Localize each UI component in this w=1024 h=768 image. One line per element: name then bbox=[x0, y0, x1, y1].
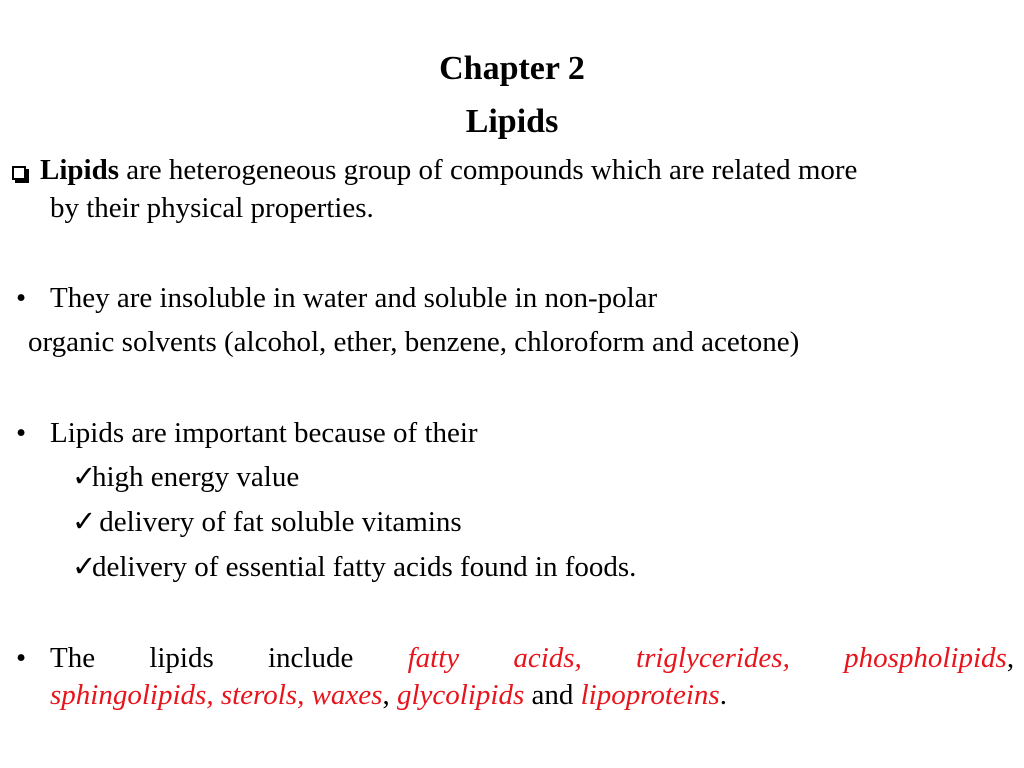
word: The bbox=[50, 642, 96, 674]
comma: , bbox=[574, 642, 582, 674]
definition-text: are heterogeneous group of compounds which are related more bbox=[119, 154, 858, 186]
bullet-icon: • bbox=[16, 642, 27, 674]
bullet-3-line-1 bbox=[50, 640, 1014, 676]
sub-item-1 bbox=[72, 459, 299, 495]
comma: , bbox=[206, 679, 214, 711]
word: include bbox=[268, 642, 354, 674]
sub-item-text: delivery of fat soluble vitamins bbox=[92, 506, 462, 538]
bullet-1-text: They are insoluble in water and soluble in non-polar bbox=[50, 282, 658, 314]
comma: , bbox=[382, 679, 390, 711]
bullet-3-marker bbox=[16, 640, 50, 676]
bullet-2-text: Lipids are important because of their bbox=[50, 417, 478, 449]
checkbox-bullet-icon bbox=[12, 166, 26, 180]
definition-line-1 bbox=[12, 152, 857, 188]
comma: , bbox=[782, 642, 790, 674]
term-glycolipids: glycolipids bbox=[396, 679, 525, 711]
definition-term: Lipids bbox=[40, 154, 119, 186]
sub-item-text: delivery of essential fatty acids found in foods. bbox=[92, 551, 637, 583]
check-icon: ✓ bbox=[72, 551, 97, 583]
term-fatty-acids: fatty acids bbox=[407, 642, 575, 674]
word: and bbox=[531, 679, 574, 711]
check-icon: ✓ bbox=[72, 461, 97, 493]
sub-item-3 bbox=[72, 549, 636, 585]
chapter-title: Chapter 2 bbox=[439, 50, 585, 87]
bullet-icon: • bbox=[16, 417, 27, 449]
definition-line-2: by their physical properties. bbox=[50, 192, 374, 224]
term-lipoproteins: lipoproteins bbox=[580, 679, 720, 711]
bullet-1-line-2: organic solvents (alcohol, ether, benzene, chloroform and acetone) bbox=[28, 326, 800, 358]
word: lipids bbox=[149, 642, 214, 674]
bullet-1-line-1 bbox=[16, 280, 657, 316]
sub-item-2 bbox=[72, 504, 462, 540]
bullet-2-intro bbox=[16, 415, 478, 451]
comma: , bbox=[1006, 642, 1015, 674]
term-phospholipids: phospholipids bbox=[844, 642, 1007, 674]
comma: , bbox=[297, 679, 305, 711]
bullet-3-line-2 bbox=[50, 677, 727, 713]
sub-item-text: high energy value bbox=[92, 461, 300, 493]
period: . bbox=[719, 679, 727, 711]
bullet-icon: • bbox=[16, 282, 27, 314]
term-sterols: sterols bbox=[220, 679, 298, 711]
term-triglycerides: triglycerides bbox=[636, 642, 783, 674]
term-waxes: waxes bbox=[311, 679, 383, 711]
check-icon: ✓ bbox=[72, 506, 97, 538]
topic-title: Lipids bbox=[465, 103, 559, 140]
term-sphingolipids: sphingolipids bbox=[50, 679, 207, 711]
